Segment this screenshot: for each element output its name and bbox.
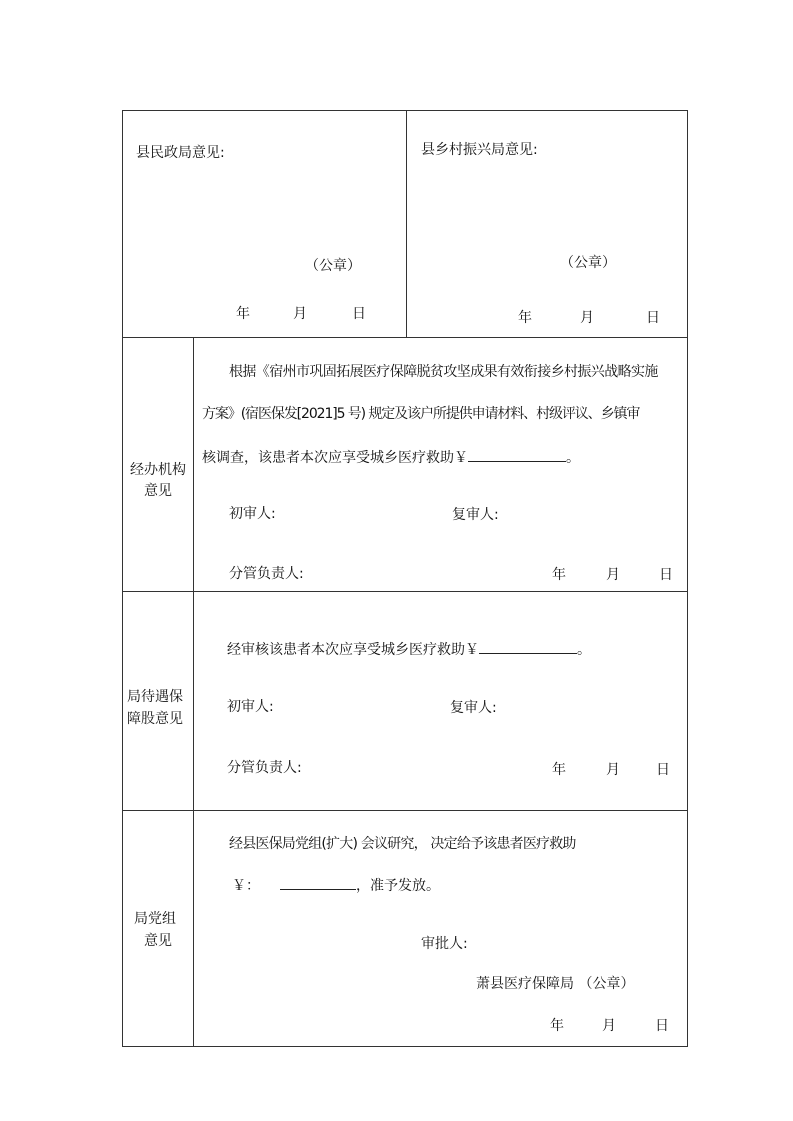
party-amount-field[interactable] <box>280 877 356 890</box>
treatment-first-reviewer: 初审人: <box>227 699 274 715</box>
treatment-text-main: 经审核该患者本次应享受城乡医疗救助￥ <box>227 642 479 658</box>
civil-affairs-seal: （公章） <box>305 258 361 274</box>
party-approver: 审批人: <box>421 936 468 952</box>
divider-row-1 <box>122 337 688 338</box>
treatment-supervisor: 分管负责人: <box>227 760 302 776</box>
table-border-bottom <box>122 1046 688 1047</box>
party-text-line1: 经县医保局党组(扩大) 会议研究， 决定给予该患者医疗救助 <box>229 836 576 852</box>
agency-second-reviewer: 复审人: <box>452 507 499 523</box>
table-border-right <box>687 110 688 1047</box>
party-month: 月 <box>602 1018 616 1034</box>
divider-row-2 <box>122 591 688 592</box>
civil-affairs-label: 县民政局意见: <box>136 145 225 161</box>
rural-revitalization-label: 县乡村振兴局意见: <box>421 142 538 158</box>
rural-revitalization-day: 日 <box>646 310 660 326</box>
agency-year: 年 <box>552 567 566 583</box>
party-day: 日 <box>655 1018 669 1034</box>
agency-day: 日 <box>659 567 673 583</box>
treatment-month: 月 <box>606 762 620 778</box>
treatment-amount-field[interactable] <box>479 641 577 654</box>
treatment-second-reviewer: 复审人: <box>450 700 497 716</box>
party-org-seal: 萧县医疗保障局 （公章） <box>476 976 635 992</box>
treatment-label-line2: 障股意见 <box>127 711 183 727</box>
civil-affairs-month: 月 <box>293 306 307 322</box>
rural-revitalization-seal: （公章） <box>560 255 616 271</box>
treatment-year: 年 <box>552 762 566 778</box>
agency-paragraph-line1: 根据《宿州市巩固拓展医疗保障脱贫攻坚成果有效衔接乡村振兴战略实施 <box>229 364 658 380</box>
agency-paragraph-line3 <box>202 449 580 465</box>
party-approve-text: ，准予发放。 <box>356 878 440 894</box>
rural-revitalization-year: 年 <box>518 310 532 326</box>
agency-label-line1: 经办机构 <box>130 462 186 478</box>
agency-paragraph-line2: 方案》(宿医保发[2021]5 号) 规定及该户所提供申请材料、村级评议、乡镇审 <box>202 406 640 422</box>
party-yen: ￥： <box>232 878 260 894</box>
agency-first-reviewer: 初审人: <box>229 506 276 522</box>
agency-paragraph-end: 。 <box>566 450 580 466</box>
treatment-text <box>227 641 591 657</box>
agency-paragraph-line3-text: 核调查，该患者本次应享受城乡医疗救助￥ <box>202 450 468 466</box>
divider-label-column <box>193 337 194 1047</box>
civil-affairs-year: 年 <box>236 306 250 322</box>
party-amount-line <box>232 877 440 893</box>
rural-revitalization-month: 月 <box>580 310 594 326</box>
table-border-left <box>122 110 123 1047</box>
agency-month: 月 <box>606 567 620 583</box>
agency-amount-field[interactable] <box>468 449 566 462</box>
party-label-line1: 局党组 <box>134 911 176 927</box>
party-year: 年 <box>550 1018 564 1034</box>
party-label-line2: 意见 <box>144 933 172 949</box>
agency-supervisor: 分管负责人: <box>229 566 304 582</box>
divider-row-3 <box>122 810 688 811</box>
divider-top-middle <box>406 110 407 338</box>
treatment-text-end: 。 <box>577 642 591 658</box>
agency-label-line2: 意见 <box>144 483 172 499</box>
treatment-day: 日 <box>656 762 670 778</box>
table-border-top <box>122 110 688 111</box>
treatment-label-line1: 局待遇保 <box>127 689 183 705</box>
civil-affairs-day: 日 <box>352 306 366 322</box>
